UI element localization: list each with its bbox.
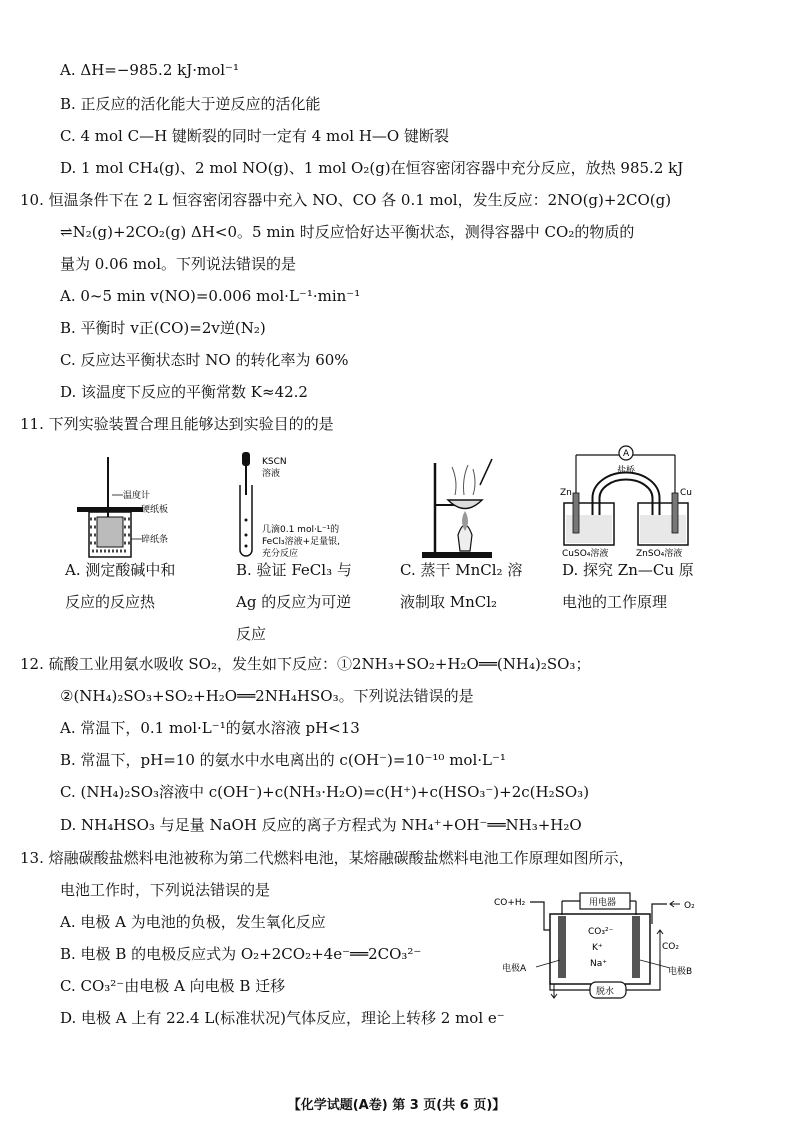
dewater-label: 脱水 <box>596 987 615 997</box>
label-fecl3-line1: 几滴0.1 mol·L⁻¹的 <box>262 525 340 535</box>
q12-stem-line1: 12. 硫酸工业用氨水吸收 SO₂，发生如下反应：①2NH₃+SO₂+H₂O══(NH₄)₂SO₃； <box>20 655 591 673</box>
potassium-label: K⁺ <box>592 943 603 953</box>
q11-option-a-line2: 反应的反应热 <box>65 593 156 611</box>
q12-option-a: A. 常温下，0.1 mol·L⁻¹的氨水溶液 pH<13 <box>60 719 360 737</box>
co2-label: CO₂ <box>662 942 679 952</box>
label-fecl3-line2: FeCl₃溶液+足量银, <box>262 537 341 547</box>
label-kscn: KSCN <box>262 457 287 467</box>
electrode-a-label: 电极A <box>502 964 527 974</box>
cu-electrode <box>672 493 678 533</box>
cuso4-label: CuSO₄溶液 <box>562 549 609 559</box>
label-cardboard: 硬纸板 <box>141 505 169 515</box>
vapor <box>452 465 475 495</box>
q13-option-d: D. 电极 A 上有 22.4 L(标准状况)气体反应，理论上转移 2 mol e⁻ <box>60 1009 505 1027</box>
q11-option-d <box>562 554 694 618</box>
q9-option-b: B. 正反应的活化能大于逆反应的活化能 <box>60 95 321 113</box>
electrode-a <box>558 916 566 978</box>
q13-stem-line2: 电池工作时，下列说法错误的是 <box>60 881 271 899</box>
q11-option-b-line1: B. 验证 FeCl₃ 与 <box>236 561 352 579</box>
q13-option-b: B. 电极 B 的电极反应式为 O₂+2CO₂+4e⁻══2CO₃²⁻ <box>60 945 422 963</box>
evaporating-dish <box>448 500 482 509</box>
q11-option-b-line2: Ag 的反应为可逆 <box>236 593 352 611</box>
q10-option-b: B. 平衡时 v正(CO)=2v逆(N₂) <box>60 319 266 337</box>
figure-evaporation <box>420 455 500 560</box>
q10-stem-line3: 量为 0.06 mol。下列说法错误的是 <box>60 255 296 273</box>
electrode-b <box>632 916 640 978</box>
q12-option-d: D. NH₄HSO₃ 与足量 NaOH 反应的离子方程式为 NH₄⁺+OH⁻══NH₃+H₂O <box>60 816 582 834</box>
q13-stem-line1: 13. 熔融碳酸盐燃料电池被称为第二代燃料电池，某熔融碳酸盐燃料电池工作原理如图所示， <box>20 849 634 867</box>
outlet-arrow <box>551 984 557 998</box>
label-thermometer: 温度计 <box>123 491 151 501</box>
carbonate-label: CO₃²⁻ <box>588 927 614 937</box>
page-footer: 【化学试题(A卷) 第 3 页(共 6 页)】 <box>287 1098 506 1113</box>
q11-option-b-line3: 反应 <box>236 625 267 643</box>
glass-rod <box>480 459 492 485</box>
fuel-inlet-label: CO+H₂ <box>494 898 526 908</box>
q10-option-c: C. 反应达平衡状态时 NO 的转化率为 60% <box>60 351 349 369</box>
q11-option-a-line1: A. 测定酸碱中和 <box>65 561 176 579</box>
electrode-b-label: 电极B <box>668 967 693 977</box>
q11-stem: 11. 下列实验装置合理且能够达到实验目的的是 <box>20 415 334 433</box>
label-paper-scraps: 碎纸条 <box>141 535 169 545</box>
q10-stem-line2: ⇌N₂(g)+2CO₂(g) ΔH<0。5 min 时反应恰好达平衡状态，测得容器中 CO₂的物质的 <box>60 223 635 241</box>
q11-option-c-line1: C. 蒸干 MnCl₂ 溶 <box>400 561 523 579</box>
q13-option-c: C. CO₃²⁻由电极 A 向电极 B 迁移 <box>60 977 286 995</box>
q11-option-d-line1: D. 探究 Zn—Cu 原 <box>562 561 694 579</box>
label-solution: 溶液 <box>262 469 281 479</box>
label-fecl3-line3: 充分反应 <box>262 549 299 559</box>
zn-label: Zn <box>560 488 572 498</box>
figure-test-tube <box>232 450 367 560</box>
figure-galvanic-cell <box>560 443 700 561</box>
q12-option-c: C. (NH₄)₂SO₃溶液中 c(OH⁻)+c(NH₃·H₂O)=c(H⁺)+c(HSO₃⁻)+2c(H₂SO₃) <box>60 783 590 801</box>
q12-stem-line2: ②(NH₄)₂SO₃+SO₂+H₂O══2NH₄HSO₃。下列说法错误的是 <box>60 687 474 705</box>
q13-option-a: A. 电极 A 为电池的负极，发生氧化反应 <box>60 913 326 931</box>
dropper-bulb <box>242 452 250 466</box>
q11-option-c <box>400 554 522 618</box>
sodium-label: Na⁺ <box>590 959 607 969</box>
q12-option-b: B. 常温下，pH=10 的氨水中水电离出的 c(OH⁻)=10⁻¹⁰ mol·L⁻¹ <box>60 751 506 769</box>
oxygen-arrow <box>670 901 680 907</box>
oxygen-label: O₂ <box>684 901 695 911</box>
zn-electrode <box>573 493 579 533</box>
fuel-inlet-pipe <box>530 902 550 930</box>
cu-label: Cu <box>680 488 692 498</box>
q9-option-c: C. 4 mol C—H 键断裂的同时一定有 4 mol H—O 键断裂 <box>60 127 449 145</box>
q10-stem-line1: 10. 恒温条件下在 2 L 恒容密闭容器中充入 NO、CO 各 0.1 mol，发生反应：2NO(g)+2CO(g) <box>20 191 672 209</box>
q11-option-c-line2: 液制取 MnCl₂ <box>400 593 498 611</box>
figure-fuel-cell <box>492 890 707 1002</box>
figure-calorimeter <box>75 455 185 560</box>
q11-option-a <box>65 554 175 618</box>
device-label: 用电器 <box>589 898 617 908</box>
ammeter-label: A <box>623 449 630 459</box>
q10-option-a: A. 0~5 min v(NO)=0.006 mol·L⁻¹·min⁻¹ <box>60 287 361 305</box>
q11-option-b <box>236 554 352 650</box>
inner-beaker <box>97 517 123 547</box>
q11-option-d-line2: 电池的工作原理 <box>562 593 668 611</box>
salt-bridge-label: 盐桥 <box>617 466 636 476</box>
q10-option-d: D. 该温度下反应的平衡常数 K≈42.2 <box>60 383 308 401</box>
oxygen-inlet-pipe <box>652 904 667 924</box>
q9-option-a: A. ΔH=−985.2 kJ·mol⁻¹ <box>60 61 239 79</box>
right-solution <box>640 515 686 543</box>
znso4-label: ZnSO₄溶液 <box>636 549 683 559</box>
q9-option-d: D. 1 mol CH₄(g)、2 mol NO(g)、1 mol O₂(g)在恒容密闭容器中充分反应，放热 985.2 kJ <box>60 159 684 177</box>
